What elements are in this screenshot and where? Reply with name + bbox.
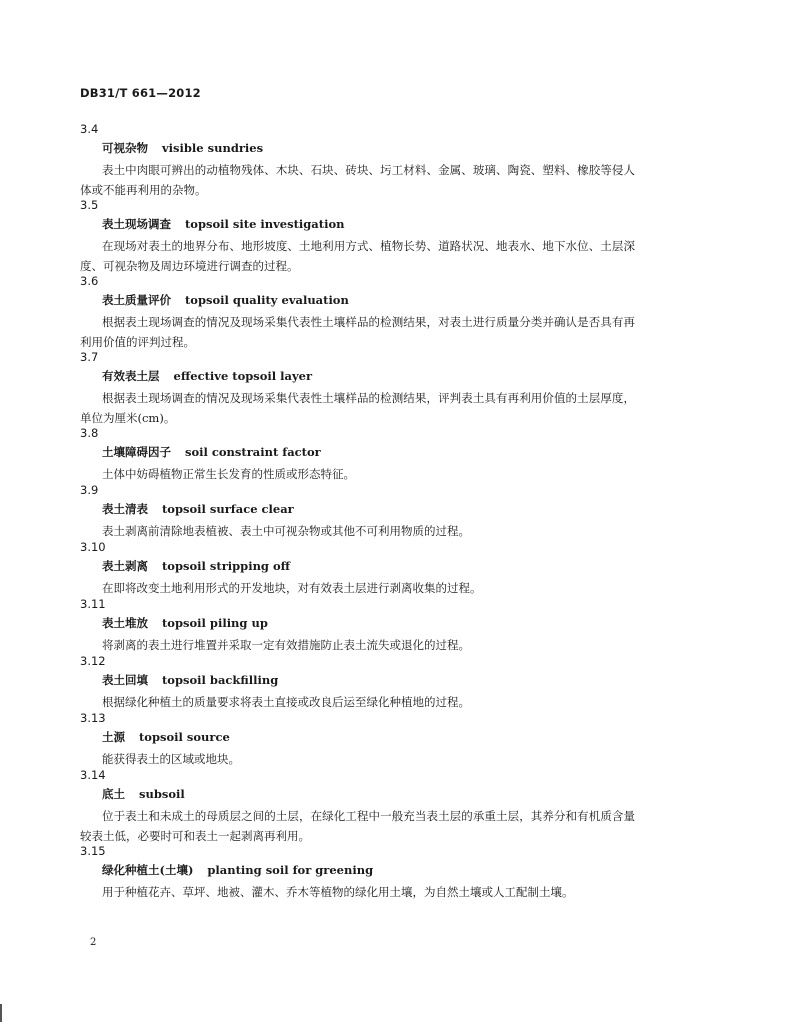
entry-term <box>102 369 312 383</box>
term-chinese: 表土堆放 <box>102 616 148 630</box>
term-english: topsoil quality evaluation <box>185 293 349 307</box>
entry-definition: 位于表土和未成土的母质层之间的土层，在绿化工程中一般充当表土层的承重土层，其养分和有机质含量较表土低，必要时可和表土一起剥离再利用。 <box>80 809 635 843</box>
entry-number: 3.14 <box>80 768 106 782</box>
entry-number: 3.15 <box>80 844 106 858</box>
entry-term <box>102 559 290 573</box>
entry-term <box>102 217 344 231</box>
term-chinese: 表土现场调查 <box>102 217 171 231</box>
term-chinese: 底土 <box>102 787 125 801</box>
entry-number: 3.11 <box>80 597 106 611</box>
entry-definition: 表土中肉眼可辨出的动植物残体、木块、石块、砖块、圬工材料、金属、玻璃、陶瓷、塑料、橡胶等侵人体或不能再利用的杂物。 <box>80 163 635 197</box>
entry-definition: 根据表土现场调查的情况及现场采集代表性土壤样品的检测结果，评判表土具有再利用价值的土层厚度，单位为厘米(cm)。 <box>80 391 635 425</box>
term-english: topsoil backfilling <box>162 673 279 687</box>
entry-definition: 能获得表土的区域或地块。 <box>102 752 240 766</box>
entry-term <box>102 445 321 459</box>
term-english: planting soil for greening <box>207 863 374 877</box>
entry-definition: 在即将改变土地利用形式的开发地块，对有效表土层进行剥离收集的过程。 <box>102 581 482 595</box>
entry-number: 3.8 <box>80 426 99 440</box>
term-english: topsoil source <box>139 730 230 744</box>
term-english: topsoil surface clear <box>162 502 294 516</box>
entry-definition: 将剥离的表土进行堆置并采取一定有效措施防止表土流失或退化的过程。 <box>102 638 470 652</box>
entry-term <box>102 141 263 155</box>
entry-term <box>102 787 185 801</box>
entry-definition: 用于种植花卉、草坪、地被、灌木、乔木等植物的绿化用土壤，为自然土壤或人工配制土壤。 <box>102 885 574 899</box>
standard-code: DB31/T 661—2012 <box>80 86 201 100</box>
term-english: effective topsoil layer <box>173 369 313 383</box>
term-chinese: 表土清表 <box>102 502 148 516</box>
term-chinese: 土源 <box>102 730 125 744</box>
entry-term <box>102 616 268 630</box>
entry-number: 3.5 <box>80 198 99 212</box>
term-english: topsoil piling up <box>162 616 268 630</box>
entry-number: 3.9 <box>80 483 99 497</box>
entry-number: 3.10 <box>80 540 106 554</box>
term-chinese: 表土质量评价 <box>102 293 171 307</box>
term-chinese: 表土回填 <box>102 673 148 687</box>
entry-definition: 根据表土现场调查的情况及现场采集代表性土壤样品的检测结果，对表土进行质量分类并确认是否具有再利用价值的评判过程。 <box>80 315 635 349</box>
term-english: subsoil <box>139 787 185 801</box>
entry-definition: 土体中妨碍植物正常生长发育的性质或形态特征。 <box>102 467 355 481</box>
entry-definition: 在现场对表土的地界分布、地形坡度、土地利用方式、植物长势、道路状况、地表水、地下水位、土层深度、可视杂物及周边环境进行调查的过程。 <box>80 239 635 273</box>
entry-number: 3.12 <box>80 654 106 668</box>
term-chinese: 土壤障碍因子 <box>102 445 171 459</box>
term-english: topsoil stripping off <box>162 559 291 573</box>
page-number: 2 <box>90 937 97 948</box>
term-chinese: 有效表土层 <box>102 369 160 383</box>
entry-term <box>102 863 373 877</box>
entry-term <box>102 502 294 516</box>
entry-term <box>102 673 278 687</box>
term-chinese: 绿化种植土(土壤) <box>102 863 194 877</box>
term-english: visible sundries <box>162 141 264 155</box>
entry-number: 3.6 <box>80 274 99 288</box>
entry-term <box>102 293 349 307</box>
entry-number: 3.7 <box>80 350 99 364</box>
term-english: topsoil site investigation <box>185 217 345 231</box>
entry-definition: 根据绿化种植土的质量要求将表土直接或改良后运至绿化种植地的过程。 <box>102 695 470 709</box>
entry-number: 3.13 <box>80 711 106 725</box>
scan-edge-mark <box>0 1004 2 1022</box>
term-chinese: 表土剥离 <box>102 559 148 573</box>
entry-definition: 表土剥离前清除地表植被、表土中可视杂物或其他不可利用物质的过程。 <box>102 524 470 538</box>
term-chinese: 可视杂物 <box>102 141 148 155</box>
entry-number: 3.4 <box>80 122 99 136</box>
term-english: soil constraint factor <box>185 445 321 459</box>
entry-term <box>102 730 230 744</box>
